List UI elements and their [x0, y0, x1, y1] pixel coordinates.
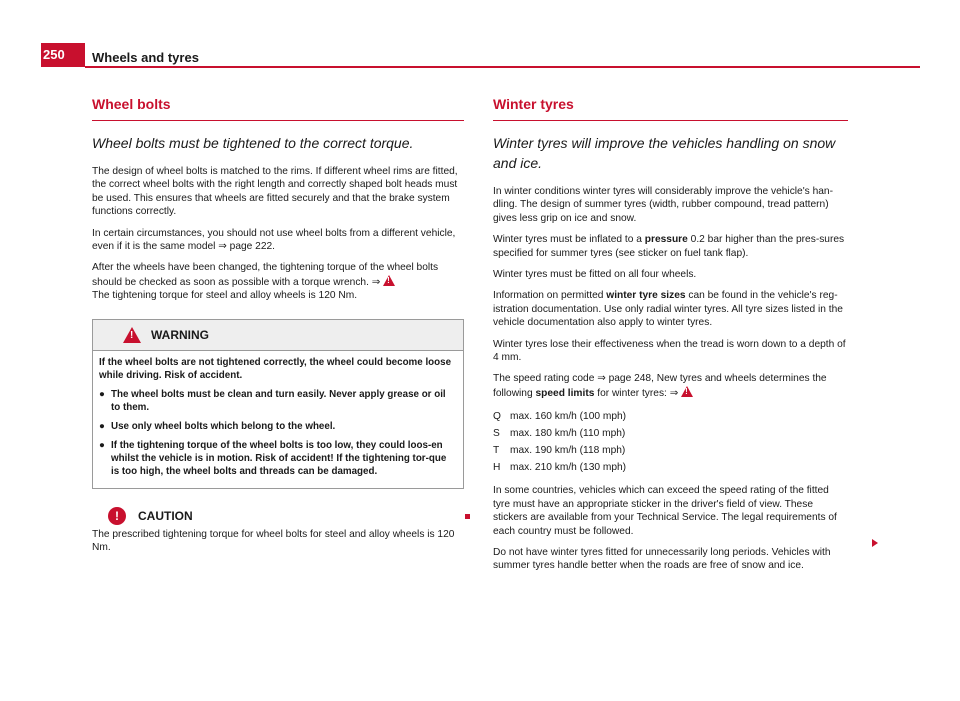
- page-reference-link[interactable]: ⇒ page 222.: [218, 241, 275, 253]
- paragraph: In certain circumstances, you should not use wheel bolts from a different vehicle, even if it is the same model ⇒ page 222.: [92, 227, 456, 253]
- paragraph: In some countries, vehicles which can exceed the speed rating of the fitted tyre must have an appropriate sticker in the driver's field of view. These stickers are available from your Technical Service. The legal requirements of each country must be followed.: [493, 485, 837, 537]
- page-number: 250: [41, 43, 85, 67]
- warning-bullet: ● Use only wheel bolts which belong to the wheel.: [99, 420, 336, 432]
- list-item: S max. 180 km/h (110 mph): [493, 428, 626, 440]
- paragraph: Information on permitted winter tyre sizes can be found in the vehicle's reg-istration documentation. Use only radial winter tyres. All tyre sizes listed in the vehicle documentation also apply to winter tyres.: [493, 290, 843, 329]
- list-item: T max. 190 km/h (118 mph): [493, 445, 626, 457]
- warning-triangle-icon[interactable]: [681, 386, 693, 397]
- warning-box: [92, 319, 464, 489]
- section-end-marker: [465, 514, 470, 519]
- warning-body: [93, 351, 463, 488]
- paragraph: Winter tyres must be fitted on all four wheels.: [493, 269, 697, 281]
- list-item: Q max. 160 km/h (100 mph): [493, 411, 627, 423]
- page-header: [0, 0, 960, 68]
- list-item: H max. 210 km/h (130 mph): [493, 462, 627, 474]
- warning-header: [93, 320, 463, 351]
- paragraph: In winter conditions winter tyres will considerably improve the vehicle's han-dling. The design of summer tyres (width, rubber compound, tread pattern) gives less grip on ice and snow.: [493, 186, 833, 224]
- caution-header: [92, 507, 464, 525]
- paragraph: Do not have winter tyres fitted for unnecessarily long periods. Vehicles with summer tyres handle better when the roads are free of snow and ice.: [493, 546, 831, 572]
- speed-limit-list: [493, 408, 848, 476]
- header-rule: [85, 66, 920, 68]
- paragraph: Winter tyres must be inflated to a pressure 0.2 bar higher than the pres-sures specified for summer tyres (see sticker on fuel tank flap).: [493, 234, 845, 259]
- left-column: [92, 96, 464, 562]
- caution-icon: !: [108, 507, 126, 525]
- paragraph: The design of wheel bolts is matched to the rims. If different wheel rims are fitted, the correct wheel bolts with the right length and correctly shaped bolt heads must be used. This ensures that wheels are fitted securely and that the brake system functions correctly.: [92, 166, 458, 218]
- paragraph: After the wheels have been changed, the tightening torque of the wheel bolts should be checked as soon as possible with a torque wrench. ⇒ ! The tightening torque for steel and alloy wheels is 120 Nm.: [92, 261, 464, 302]
- continue-arrow-icon: [872, 539, 878, 547]
- caution-text: The prescribed tightening torque for wheel bolts for steel and alloy wheels is 120 Nm.: [92, 528, 455, 554]
- bullet-icon: ●: [99, 439, 105, 451]
- section-heading-wheel-bolts: Wheel bolts: [92, 96, 464, 121]
- warning-intro: If the wheel bolts are not tightened correctly, the wheel could become loose while driving. Risk of accident.: [99, 356, 452, 381]
- warning-triangle-icon[interactable]: [383, 275, 395, 286]
- section-subheading: Wheel bolts must be tightened to the correct torque.: [92, 135, 414, 151]
- section-heading-winter-tyres: Winter tyres: [493, 96, 848, 121]
- section-subheading: Winter tyres will improve the vehicles handling on snow and ice.: [493, 135, 836, 171]
- caution-title: CAUTION: [138, 508, 193, 523]
- bullet-icon: ●: [99, 420, 105, 432]
- bullet-icon: ●: [99, 388, 105, 400]
- right-column: [493, 96, 848, 581]
- warning-triangle-icon: [123, 327, 141, 343]
- warning-bullet: ● The wheel bolts must be clean and turn easily. Never apply grease or oil to them.: [99, 388, 446, 413]
- paragraph: Winter tyres lose their effectiveness when the tread is worn down to a depth of 4 mm.: [493, 338, 846, 364]
- paragraph: The speed rating code ⇒ page 248, New tyres and wheels determines the following speed limits for winter tyres: ⇒ !: [493, 372, 848, 400]
- warning-bullet: ● If the tightening torque of the wheel bolts is too low, they could loos-en whilst the vehicle is in motion. Risk of accident! If the tightening tor-que is too high, the wheel bolts and threads can be damaged.: [99, 439, 447, 477]
- warning-title: WARNING: [151, 327, 209, 342]
- chapter-title: Wheels and tyres: [92, 50, 199, 65]
